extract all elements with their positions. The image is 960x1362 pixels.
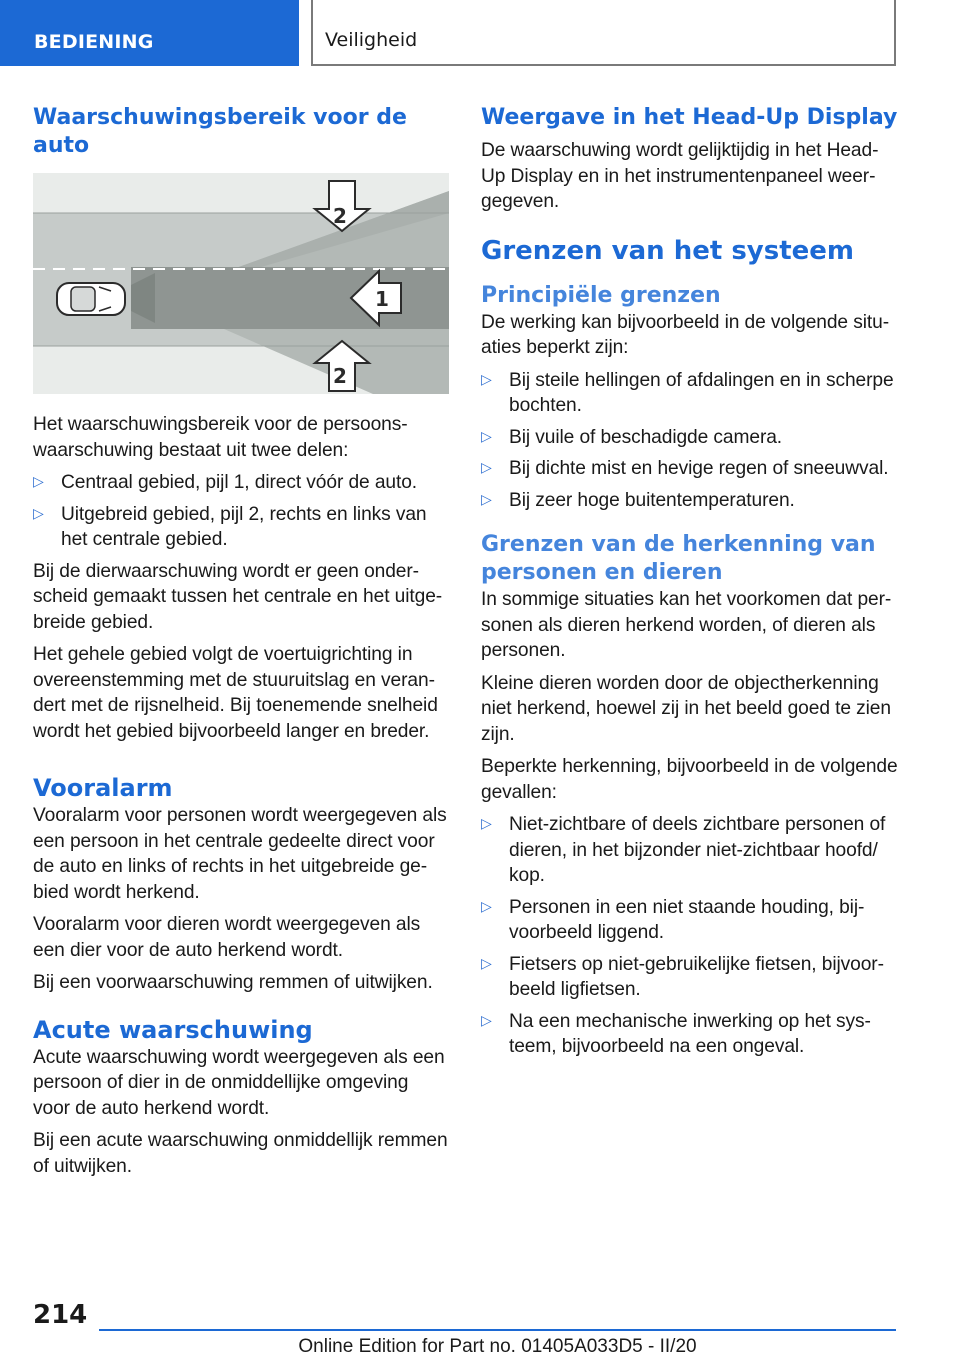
list-item: ▷ Centraal gebied, pijl 1, direct vóór de auto. [33,470,449,496]
bullet-icon: ▷ [481,955,492,972]
section-tab: BEDIENING [0,0,299,66]
prealarm-paragraph-2: Vooralarm voor dieren wordt weergegeven als een dier voor de auto herkend wordt. [33,914,421,961]
list-item: ▷ Bij zeer hoge buitentemperaturen. [481,488,899,514]
bullet-icon: ▷ [481,1012,492,1029]
heading-hud: Weergave in het Head-Up Display [481,105,898,130]
prealarm-paragraph-1: Vooralarm voor personen wordt weergegeven als een persoon in het centrale gedeelte direct voor de auto en links of rechts in het uitgebreide gebied wordt herkend. [33,805,447,903]
page-number: 214 [33,1300,88,1330]
bullet-icon: ▷ [481,816,492,832]
footer-edition: Online Edition for Part no. 01405A033D5 - II/20 [298,1336,697,1357]
hud-paragraph: De waarschuwing wordt gelijktijdig in het Head-Up Display en in het instrumentenpaneel weergegeven. [481,140,879,212]
heading-principle: Principiële grenzen [481,282,721,308]
principle-list [481,368,899,514]
arrow-2-bottom-label: 2 [333,364,347,388]
detection-list [481,812,899,1060]
heading-acute: Acute waarschuwing [33,1015,313,1044]
bullet-icon: ▷ [481,460,492,476]
animals-paragraph: Bij de dierwaarschuwing wordt er geen onderscheid gemaakt tussen het centrale en het uitgebreide gebied. [33,560,443,633]
bullet-icon: ▷ [481,428,492,445]
chapter-tab: Veiligheid [311,0,896,66]
list-item: ▷ Bij steile hellingen of afdalingen en in scherpe bochten. [481,369,894,416]
arrow-2-top-label: 2 [333,204,347,228]
arrow-1-label: 1 [375,287,389,311]
list-item: ▷ Fietsers op niet-gebruikelijke fietsen, bijvoorbeeld ligfietsen. [481,953,884,1000]
bullet-icon: ▷ [33,505,44,522]
car-icon [57,283,125,315]
list-item: ▷ Personen in een niet staande houding, bijvoorbeeld liggend. [481,896,865,943]
area-list [33,470,449,553]
list-item: ▷ Bij dichte mist en hevige regen of sneeuwval. [481,456,899,482]
list-item: ▷ Niet-zichtbare of deels zichtbare personen of dieren, in het bijzonder niet-zichtbaar hoofd/ kop. [481,814,886,886]
prealarm-paragraph-3: Bij een voorwaarschuwing remmen of uitwijken. [33,972,433,993]
bullet-icon: ▷ [481,371,492,388]
left-column [33,100,449,1186]
follow-paragraph: Het gehele gebied volgt de voertuigrichting in overeenstemming met de stuuruitslag en verandert met de rijsnelheid. Bij toenemende snelheid wordt het gebied bijvoorbeeld langer en breder. [33,644,438,742]
bullet-icon: ▷ [481,491,492,508]
principle-paragraph: De werking kan bijvoorbeeld in de volgende situaties beperkt zijn: [481,311,890,358]
detection-paragraph-1: In sommige situaties kan het voorkomen dat personen als dieren herkend worden, of dieren als personen. [481,589,892,661]
bullet-icon: ▷ [481,898,492,915]
detection-paragraph-3: Beperkte herkenning, bijvoorbeeld in de volgende gevallen: [481,756,898,803]
list-item: ▷ Bij vuile of beschadigde camera. [481,425,899,451]
list-item: ▷ Na een mechanische inwerking op het systeem, bijvoorbeeld na een ongeval. [481,1010,871,1057]
list-item: ▷ Uitgebreid gebied, pijl 2, rechts en links van het centrale gebied. [33,503,427,550]
right-column [481,100,899,1066]
heading-detection: Grenzen van de herkenning van personen en dieren [481,532,876,585]
heading-prealarm: Vooralarm [33,774,173,802]
bullet-icon: ▷ [33,474,44,490]
acute-paragraph-1: Acute waarschuwing wordt weergegeven als een persoon of dier in de onmiddellijke omgeving voor de auto herkend wordt. [33,1046,445,1119]
heading-warning-area: Waarschuwingsbereik voor de auto [33,105,407,158]
warning-area-figure [33,173,449,394]
heading-limits: Grenzen van het systeem [481,235,855,266]
detection-paragraph-2: Kleine dieren worden door de objectherkenning niet herkend, hoewel zij in het beeld goed te zien zijn. [481,672,891,745]
footer-divider [99,1329,896,1331]
intro-paragraph: Het waarschuwingsbereik voor de persoonswaarschuwing bestaat uit twee delen: [33,414,408,461]
acute-paragraph-2: Bij een acute waarschuwing onmiddellijk remmen of uitwijken. [33,1130,448,1177]
